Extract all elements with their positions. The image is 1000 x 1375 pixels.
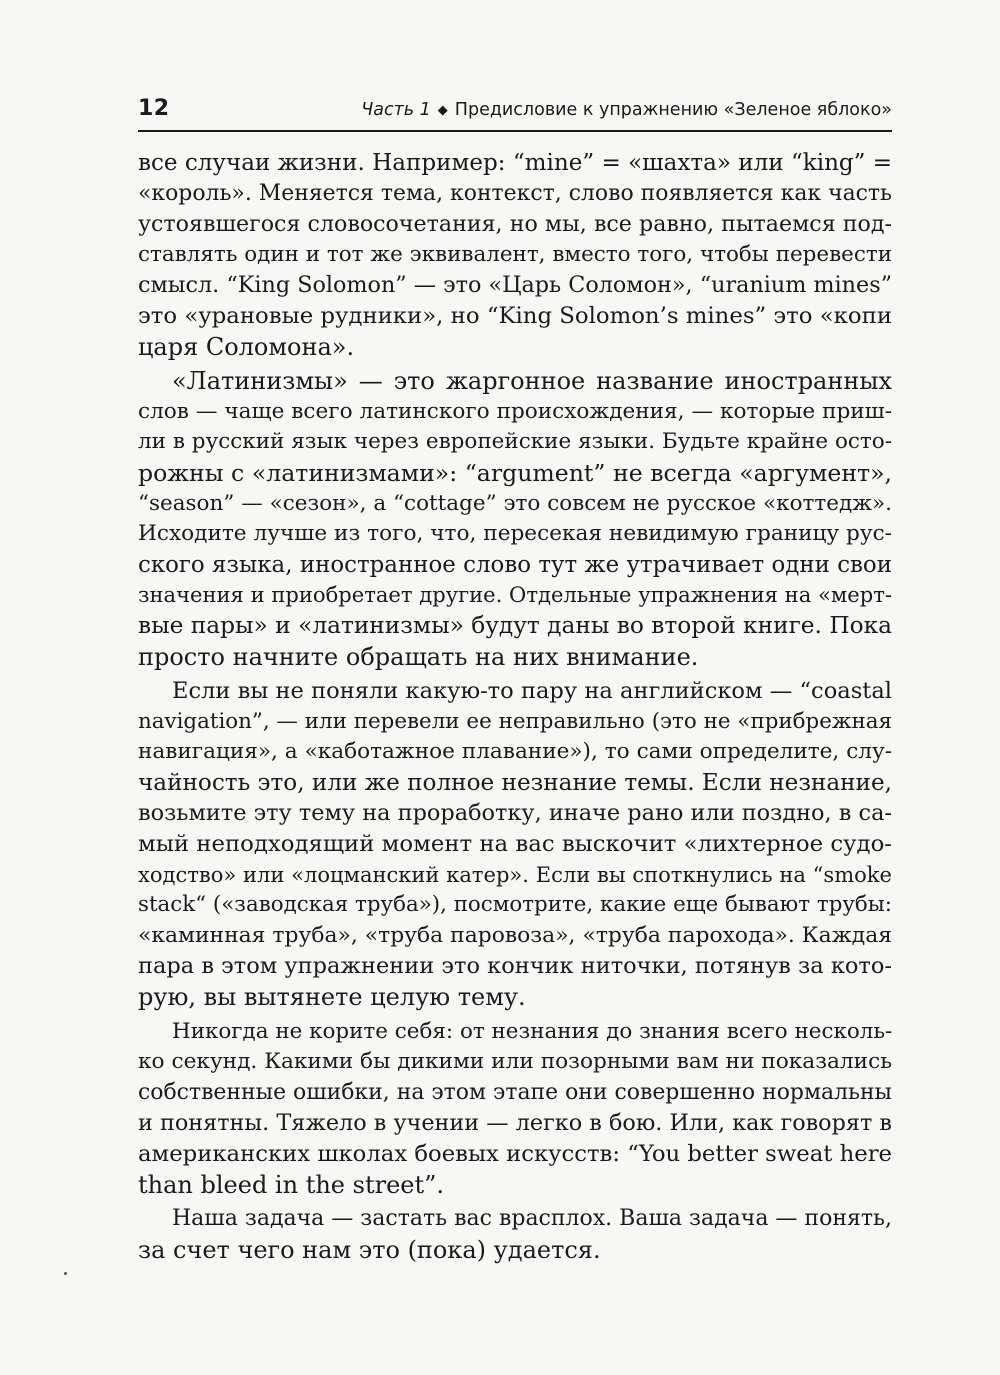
print-speck [64,1272,67,1275]
text-line: «каминная труба», «труба паровоза», «труба парохода». Каждая [138,922,892,948]
text-line: Если вы не поняли какую-то пару на английском — “coastal [172,678,892,705]
body-text [138,148,892,1265]
text-line: возьмите эту тему на проработку, иначе рано или поздно, в са- [138,800,892,827]
text-line: ского языка, иностранное слово тут же утрачивает одни свои [138,551,892,578]
text-line: Наша задача — застать вас врасплох. Ваша задача — понять, [172,1206,893,1232]
running-head [138,96,892,132]
text-line: than bleed in the street”. [138,1170,445,1199]
text-line: «Латинизмы» — это жаргонное название иностранных [172,367,892,396]
text-line: “season” — «сезон», а “cottage” это совсем не русское «коттедж». [138,490,892,516]
page-number: 12 [138,96,170,121]
book-page [138,96,892,1265]
text-line: navigation”, — или перевели ее неправильно (это не «прибрежная [138,708,892,734]
text-line: «король». Меняется тема, контекст, слово появляется как часть [138,180,892,206]
text-line: ходство» или «лоцманский катер». Если вы споткнулись на “smoke [138,861,892,887]
text-line: все случаи жизни. Например: “mine” = «шахта» или “king” = [138,150,893,176]
text-line: это «урановые рудники», но “King Solomon’s mines” это «копи [138,302,892,329]
text-line: вые пары» и «латинизмы» будут даны во второй книге. Пока [138,611,892,639]
text-line: царя Соломона». [138,332,355,361]
text-line: просто начните обращать на них внимание. [138,642,699,671]
text-line: мый неподходящий момент на вас выскочит «лихтерное судо- [138,831,892,858]
text-line: слов — чаще всего латинского происхождения, — которые приш- [138,398,892,424]
text-line: смысл. “King Solomon” — это «Царь Соломон», “uranium mines” [138,272,893,299]
text-line: Исходите лучше из того, что, пересекая невидимую границу рус- [138,521,892,547]
text-line: ко секунд. Какими бы дикими или позорными вам ни показались [138,1049,892,1075]
text-line: навигация», а «каботажное плавание»), то сами определите, слу- [138,739,892,765]
text-line: американских школах боевых искусств: “You better sweat here [138,1141,892,1167]
text-line: рую, вы вытянете целую тему. [138,983,526,1012]
diamond-separator-icon: ◆ [437,103,448,118]
paragraph [138,676,892,1013]
text-line: значения и приобретает другие. Отдельные упражнения на «мерт- [138,582,892,608]
paragraph [138,1017,892,1201]
text-line: stack“ («заводская труба»), посмотрите, какие еще бывают трубы: [138,892,892,918]
paragraph [138,148,892,362]
paragraph [138,366,892,672]
text-line: за счет чего нам это (пока) удается. [138,1235,601,1264]
text-line: пара в этом упражнении это кончик ниточки, потянув за кото- [138,953,892,980]
text-line: собственные ошибки, на этом этапе они совершенно нормальны [138,1079,892,1105]
text-line: ставлять один и тот же эквивалент, вместо того, чтобы перевести [138,241,892,267]
running-title [361,100,892,120]
text-line: Никогда не корите себя: от незнания до знания всего несколь- [172,1018,893,1044]
part-label: Часть 1 [361,100,431,120]
text-line: ли в русский язык через европейские языки. Будьте крайне осто- [138,429,892,455]
text-line: рожны с «латинизмами»: “argument” не всегда «аргумент», [138,458,892,487]
paragraph [138,1204,892,1265]
text-line: устоявшегося словосочетания, но мы, все равно, пытаемся под- [138,211,892,238]
chapter-title: Предисловие к упражнению «Зеленое яблоко» [454,100,892,120]
text-line: и понятны. Тяжело в учении — легко в бою. Или, как говорят в [138,1110,892,1137]
text-line: чайность это, или же полное незнание темы. Если незнание, [138,769,892,796]
